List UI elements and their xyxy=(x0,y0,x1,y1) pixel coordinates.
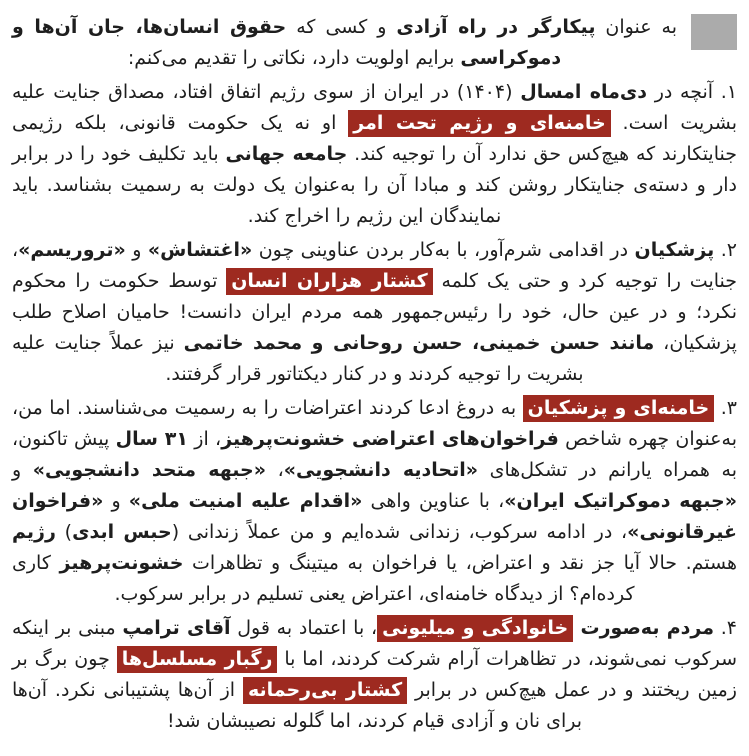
text-run: هستم. حالا آیا جز نقد و اعتراض، یا فراخوان به میتینگ و تظاهرات xyxy=(183,552,737,574)
text-run: ۳. xyxy=(714,397,737,419)
text-run: ۲. xyxy=(714,239,737,261)
text-run: باید تکلیف خود را در برابر دار و دسته‌ی جنایتکار روشن کند و مبادا آن را به‌عنوان یک دولت به رسمیت بشناسد. باید نمایندگان این رژیم را اخراج کند. xyxy=(12,143,737,227)
document-content xyxy=(12,12,737,737)
text-run: و کسی که xyxy=(286,16,397,38)
text-run: و xyxy=(103,490,129,512)
text-run: پیش تاکنون، به همراه یارانم در تشکل‌های xyxy=(12,428,737,481)
highlighted-phrase: خامنه‌ای و پزشکیان xyxy=(523,395,715,422)
emphasized-text: خشونت‌پرهیز xyxy=(59,552,184,574)
emphasized-text: پیکارگر در راه آزادی xyxy=(396,16,596,38)
emphasized-text: حبس ابدی xyxy=(72,521,172,543)
text-run: نیز عملاً جنایت علیه بشریت را توجیه کردند و در کنار دیکتاتور قرار گرفتند. xyxy=(12,332,584,385)
text-run: ، در ادامه سرکوب، زندانی شده‌ایم و من عملاً زندانی ( xyxy=(171,521,628,543)
emphasized-text: رژیم xyxy=(12,521,56,543)
text-run: ، جنایت را توجیه کرد و حتی یک کلمه xyxy=(12,239,737,292)
emphasized-text: دی‌ماه امسال xyxy=(520,81,648,103)
emphasized-text: فراخوان‌های اعتراضی خشونت‌پرهیز xyxy=(221,428,559,450)
emphasized-text: «جبهه دموکراتیک ایران» xyxy=(504,490,737,512)
text-run: برایم اولویت دارد، نکاتی را تقدیم می‌کنم: xyxy=(127,47,461,69)
text-run: و xyxy=(12,459,33,481)
text-run: و xyxy=(125,239,148,261)
text-run: در اقدامی شرم‌آور، با به‌کار بردن عناوینی چون xyxy=(252,239,635,261)
paragraph xyxy=(12,77,737,232)
text-run: ، از xyxy=(188,428,222,450)
text-run: ۴. xyxy=(714,617,737,639)
emphasized-text: ۳۱ سال xyxy=(115,428,188,450)
text-run: به عنوان xyxy=(595,16,678,38)
paragraph xyxy=(12,12,737,74)
paragraph xyxy=(12,613,737,737)
highlighted-phrase: خامنه‌ای و رژیم تحت امر xyxy=(348,110,610,137)
emphasized-text: آقای ترامپ xyxy=(122,617,231,639)
emphasized-text: مردم به‌صورت xyxy=(573,617,715,639)
highlighted-phrase: کشتار هزاران انسان xyxy=(226,268,433,295)
emphasized-text: مانند حسن خمینی، حسن روحانی و محمد خاتمی xyxy=(183,332,655,354)
highlighted-phrase: کشتار بی‌رحمانه xyxy=(243,677,407,704)
emphasized-text: پزشکیان xyxy=(634,239,715,261)
text-run: (۱۴۰۴) در ایران از سوی رژیم اتفاق افتاد، مصداق جنایت علیه بشریت است. xyxy=(12,81,738,134)
emphasized-text: جامعه جهانی xyxy=(225,143,348,165)
text-run: ۱. آنچه در xyxy=(647,81,738,103)
emphasized-text: «جبهه متحد دانشجویی» xyxy=(32,459,267,481)
text-run: ، با عناوین واهی xyxy=(362,490,505,512)
text-run: از آن‌ها پشتیبانی نکرد. آن‌ها برای نان و آزادی قیام کردند، اما گلوله نصیبشان شد! xyxy=(12,679,583,732)
emphasized-text: «اتحادیه دانشجویی» xyxy=(283,459,479,481)
text-run: چون برگ بر زمین ریختند و در عمل هیچ‌کس در برابر xyxy=(12,648,737,701)
highlighted-phrase: رگبار مسلسل‌ها xyxy=(117,646,278,673)
text-run: کاری کرده‌ام؟ از دیدگاه خامنه‌ای، اعتراض یعنی تسلیم در برابر سرکوب. xyxy=(12,552,635,605)
emphasized-text: «تروریسم» xyxy=(18,239,126,261)
text-run: ، xyxy=(266,459,284,481)
emphasized-text: حقوق انسان‌ها، جان آن‌ها و دموکراسی xyxy=(12,16,562,69)
emphasized-text: «اقدام علیه امنیت ملی» xyxy=(128,490,363,512)
paragraph xyxy=(12,235,737,390)
text-run: ) xyxy=(55,521,73,543)
text-run: ، با اعتماد به قول xyxy=(230,617,378,639)
paragraph xyxy=(12,393,737,610)
text-run: مبنی بر اینکه سرکوب نمی‌شوند، در تظاهرات آرام شرکت کردند، اما با xyxy=(12,617,737,670)
emphasized-text: «فراخوان غیرقانونی» xyxy=(12,490,737,543)
emphasized-text: «اغتشاش» xyxy=(147,239,253,261)
text-run: او نه یک حکومت قانونی، بلکه رژیمی جنایتکارند که هیچ‌کس حق ندارد آن را توجیه کند. xyxy=(12,112,737,165)
highlighted-phrase: خانوادگی و میلیونی xyxy=(377,615,573,642)
image-placeholder xyxy=(691,14,737,50)
text-run: توسط حکومت را محکوم نکرد؛ و در عین حال، خود را رئیس‌جمهور همه مردم ایران دانست! حامیان اصلاح طلب پزشکیان، xyxy=(12,270,737,354)
text-run: به دروغ ادعا کردند اعتراضات را به رسمیت می‌شناسند. اما من، به‌عنوان چهره شاخص xyxy=(12,397,737,450)
